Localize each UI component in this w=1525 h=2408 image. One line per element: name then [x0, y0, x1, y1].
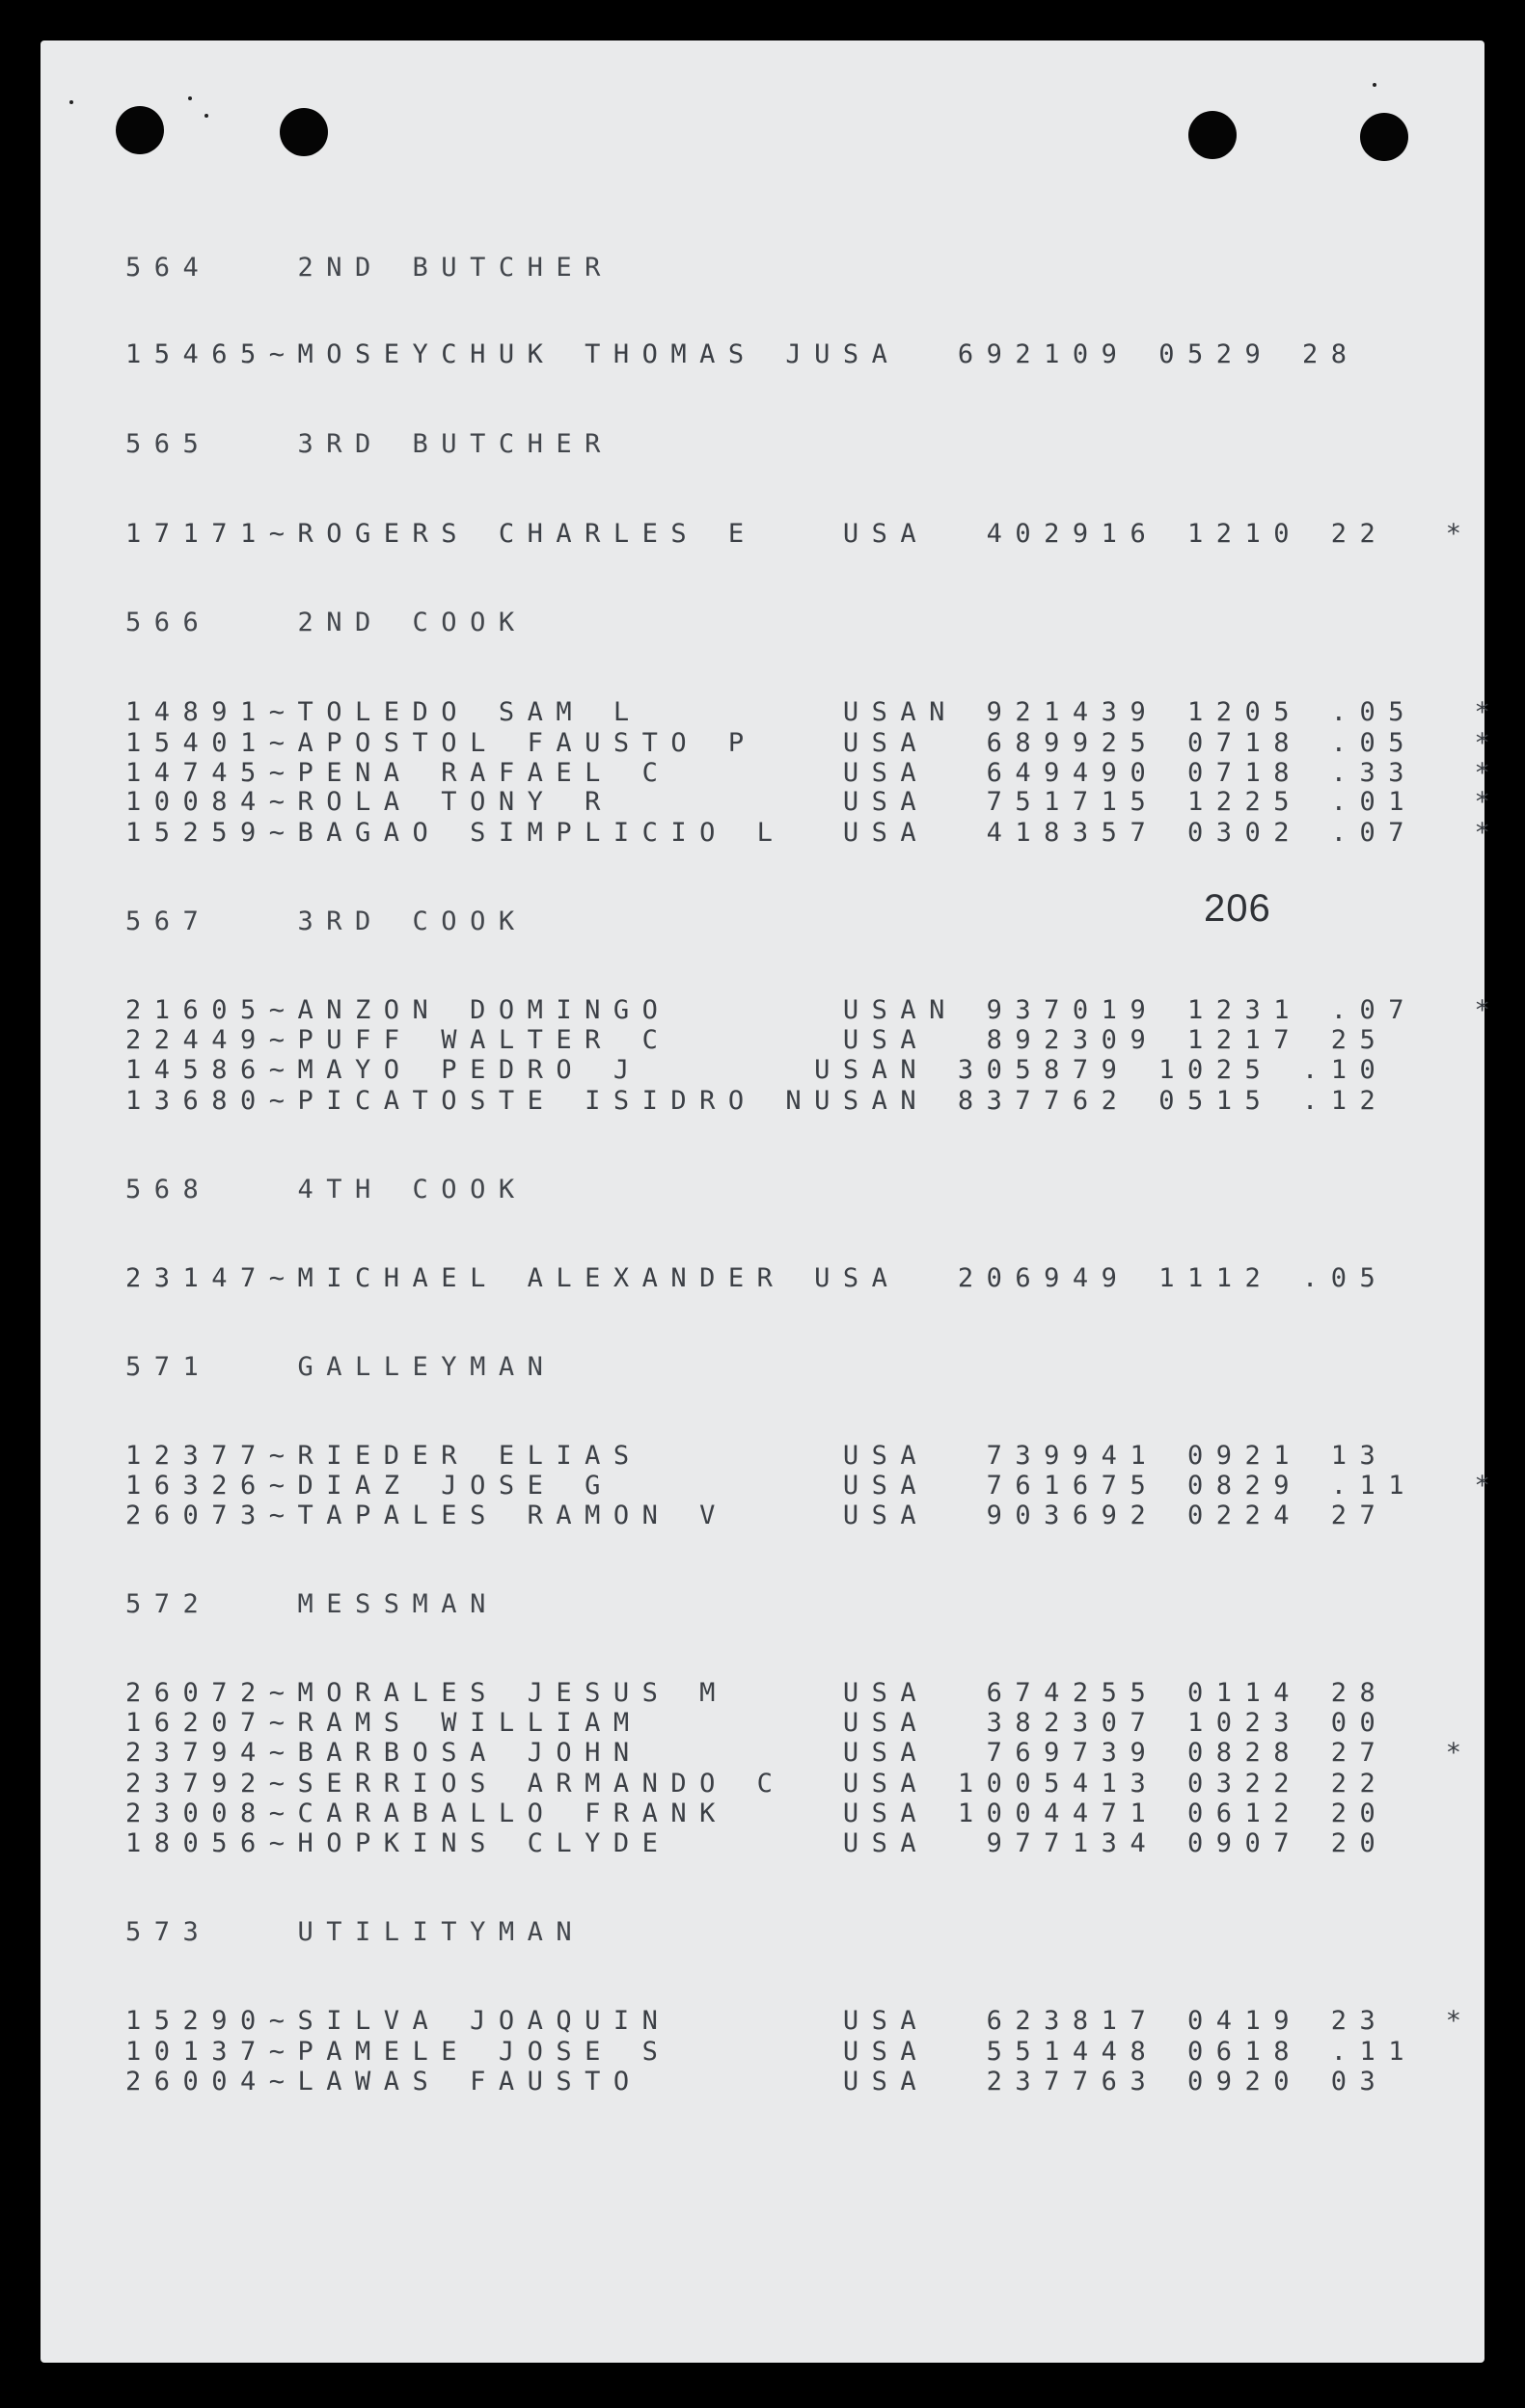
section-heading: 568 4TH COOK: [125, 1175, 528, 1204]
roster-entry: 13680~PICATOSTE ISIDRO NUSAN 837762 0515 .12: [125, 1086, 1389, 1116]
roster-entry: 15401~APOSTOL FAUSTO P USA 689925 0718 .05 *: [125, 728, 1504, 758]
roster-entry: 18056~HOPKINS CLYDE USA 977134 0907 20: [125, 1828, 1389, 1858]
section-heading: 572 MESSMAN: [125, 1589, 499, 1619]
speck: [69, 100, 73, 104]
page-stamp-number: 206: [1204, 887, 1271, 930]
roster-entry: 12377~RIEDER ELIAS USA 739941 0921 13: [125, 1441, 1389, 1471]
section-heading: 571 GALLEYMAN: [125, 1352, 557, 1382]
punch-hole: [116, 106, 164, 154]
roster-entry: 23147~MICHAEL ALEXANDER USA 206949 1112 .05: [125, 1263, 1389, 1293]
section-heading: 565 3RD BUTCHER: [125, 429, 613, 459]
section-heading: 566 2ND COOK: [125, 608, 528, 637]
roster-entry: 14586~MAYO PEDRO J USAN 305879 1025 .10: [125, 1055, 1389, 1085]
roster-entry: 17171~ROGERS CHARLES E USA 402916 1210 22 *: [125, 519, 1475, 549]
roster-entry: 26073~TAPALES RAMON V USA 903692 0224 27: [125, 1501, 1389, 1530]
roster-entry: 16326~DIAZ JOSE G USA 761675 0829 .11 *: [125, 1471, 1504, 1501]
roster-entry: 10137~PAMELE JOSE S USA 551448 0618 .11: [125, 2037, 1417, 2067]
roster-entry: 26004~LAWAS FAUSTO USA 237763 0920 03: [125, 2067, 1389, 2097]
roster-entry: 16207~RAMS WILLIAM USA 382307 1023 00: [125, 1708, 1389, 1738]
roster-entry: 14891~TOLEDO SAM L USAN 921439 1205 .05 *: [125, 697, 1504, 727]
speck: [188, 96, 192, 100]
roster-entry: 26072~MORALES JESUS M USA 674255 0114 28: [125, 1678, 1389, 1708]
roster-entry: 15290~SILVA JOAQUIN USA 623817 0419 23 *: [125, 2006, 1475, 2036]
roster-entry: 23008~CARABALLO FRANK USA 1004471 0612 20: [125, 1799, 1389, 1828]
roster-entry: 22449~PUFF WALTER C USA 892309 1217 25: [125, 1025, 1389, 1055]
roster-entry: 14745~PENA RAFAEL C USA 649490 0718 .33 *: [125, 758, 1504, 788]
punch-hole: [1188, 111, 1237, 159]
punch-hole: [280, 108, 328, 156]
roster-entry: 10084~ROLA TONY R USA 751715 1225 .01 *: [125, 787, 1504, 817]
section-heading: 564 2ND BUTCHER: [125, 253, 613, 283]
roster-entry: 23792~SERRIOS ARMANDO C USA 1005413 0322 22: [125, 1769, 1389, 1799]
speck: [1373, 83, 1376, 87]
roster-entry: 15465~MOSEYCHUK THOMAS JUSA 692109 0529 28: [125, 339, 1360, 369]
section-heading: 573 UTILITYMAN: [125, 1917, 585, 1947]
speck: [204, 114, 208, 118]
section-heading: 567 3RD COOK: [125, 906, 528, 936]
roster-entry: 23794~BARBOSA JOHN USA 769739 0828 27 *: [125, 1738, 1475, 1768]
roster-entry: 15259~BAGAO SIMPLICIO L USA 418357 0302 .07 *: [125, 818, 1504, 848]
punch-hole: [1360, 113, 1408, 161]
roster-entry: 21605~ANZON DOMINGO USAN 937019 1231 .07 *: [125, 995, 1504, 1025]
